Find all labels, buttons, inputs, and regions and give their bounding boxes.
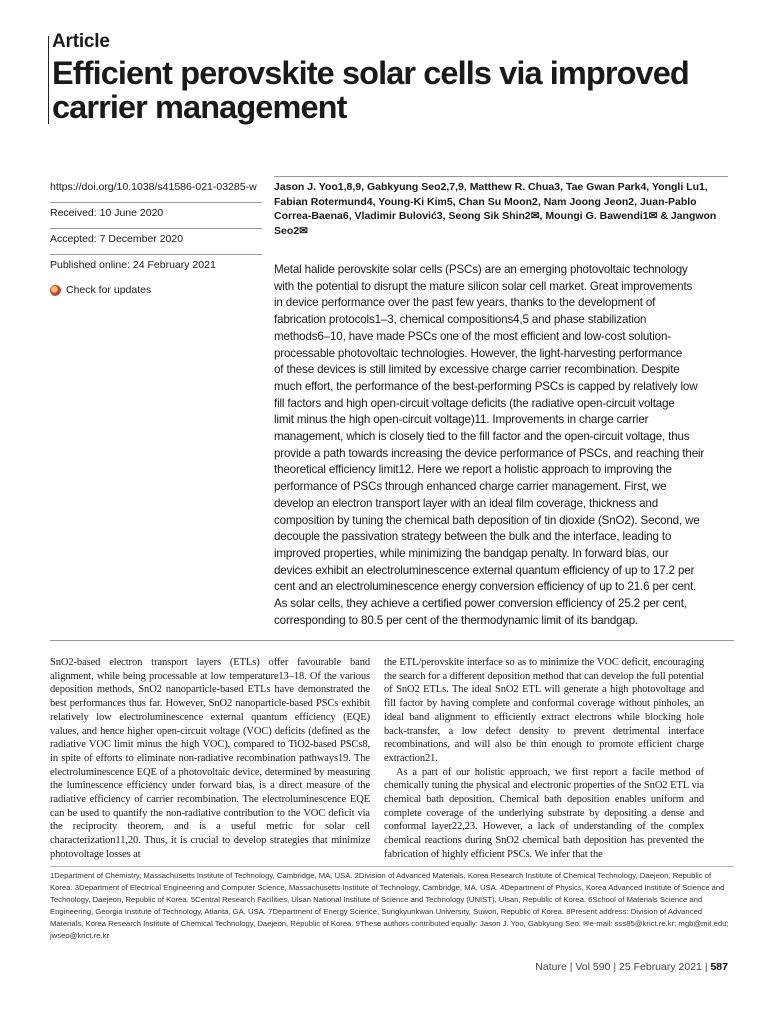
footer-separator: | [704,961,711,973]
accepted-date: Accepted: 7 December 2020 [50,229,262,255]
authors-top-rule [274,176,728,177]
body-paragraph: the ETL/perovskite interface so as to minimize the VOC deficit, encouraging the search for a different deposition method that can develop the full potential of SnO2 ETLs. The ideal SnO2 ETL will generate a high photovoltage and fill factor by having complete and conformal coverage without pinholes, an ideal band alignment to efficiently extract electrons while blocking hole back-transfer, a low defect density to prevent detrimental interface recombinations, and will also be thin enough to promote efficient charge extraction21. [384,657,704,764]
body-paragraph: As a part of our holistic approach, we first report a facile method of chemically tuning the physical and electronic properties of the SnO2 ETL via chemical bath deposition. Chemical bath deposition enables uniform and complete coverage of the underlying substrate by depositing a dense and conformal layer22,23. However, a lack of understanding of the complex chemical reactions during SnO2 chemical bath deposition has prevented the fabrication of highly efficient PSCs. We infer that the [384,766,704,860]
abstract-line: of these devices is still limited by excessive charge carrier recombination. Despite [274,363,680,377]
abstract-line: with the potential to disrupt the mature silicon solar cell market. Great improvements [274,279,693,293]
page-number: 587 [710,961,728,973]
page-footer [535,961,728,973]
abstract-line: in device performance over the past few years, thanks to the development of [274,296,656,310]
article-type-label: Article [52,31,110,52]
abstract-line: improved properties, while minimizing the bandgap penalty. In forward bias, our [274,546,669,560]
article-metadata [50,180,262,296]
body-column-left [50,656,370,862]
abstract-line: fill factors and high open-circuit voltage deficits (the radiative open-circuit voltage [274,396,675,410]
abstract-line: limit minus the high open-circuit voltage)11. Improvements in charge carrier [274,413,649,427]
abstract-divider [50,640,734,641]
check-for-updates-button[interactable] [50,284,262,296]
footnote-divider [50,866,734,867]
footer-separator: | [613,961,619,973]
published-date: Published online: 24 February 2021 [50,259,216,271]
journal-volume: Vol 590 [575,961,611,973]
abstract-line: fabrication protocols1–3, chemical compositions4,5 and phase stabilization [274,313,647,327]
abstract-line: develop an electron transport layer with an ideal film coverage, thickness and [274,496,658,510]
abstract [274,262,744,629]
abstract-line: corresponding to 80.5 per cent of the thermodynamic limit of its bandgap. [274,613,639,627]
body-paragraph: SnO2-based electron transport layers (ETLs) offer favourable band alignment, while being processable at low temperature13–18. Of the various deposition methods, SnO2 nanoparticle-based ETLs have demonstrated the best performances thus far. However, SnO2 nanoparticle-based PSCs exhibit relatively low electroluminescence external quantum efficiency (EQE) values, and hence higher open-circuit voltage (VOC) deficits (defined as the radiative VOC limit minus the high VOC), compared to TiO2-based PSCs8, in spite of efforts to eliminate non-radiative recombination pathways19. The electroluminescence EQE of a photovoltaic device, determined by measuring the luminescence efficiency under forward bias, is a direct measure of the radiative efficiency of carrier recombination. The electroluminescence EQE can be used to quantify the non-radiative contribution to the VOC deficit via the reciprocity theorem, and is a useful metric for solar cell characterization11,20. Thus, it is crucial to develop strategies that minimize photovoltage losses at [50,657,370,860]
abstract-line: much effort, the performance of the best-performing PSCs is capped by relatively low [274,379,698,393]
journal-name: Nature [535,961,567,973]
title-line-1: Efficient perovskite solar cells via improved [52,55,689,91]
affiliations-footnote: 1Department of Chemistry, Massachusetts Institute of Technology, Cambridge, MA, USA. 2Division of Advanced Materials, Korea Research Institute of Chemical Technology, Daejeon, Republic of Korea. 3Department of Electrical Engineering and Computer Science, Massachusetts Institute of Technology, Cambridge, MA, USA. 4Department of Physics, Korea Advanced Institute of Science and Technology, Daejeon, Republic of Korea. 5Central Research Facilities, Ulsan National Institute of Science and Technology (UNIST), Ulsan, Republic of Korea. 6School of Materials Science and Engineering, Georgia Institute of Technology, Atlanta, GA, USA. 7Department of Energy Science, Sungkyunkwan University, Suwon, Republic of Korea. 8Present address: Division of Advanced Materials, Korea Research Institute of Chemical Technology, Daejeon, Republic of Korea. 9These authors contributed equally: Jason J. Yoo, Gabkyung Seo. ✉e-mail: sss85@krict.re.kr; mgb@mit.edu; jwseo@krict.re.kr [50,871,729,940]
abstract-line: Metal halide perovskite solar cells (PSCs) are an emerging photovoltaic technology [274,263,688,276]
doi-link[interactable]: https://doi.org/10.1038/s41586-021-03285-w [50,180,262,203]
abstract-line: composition by tuning the chemical bath deposition of tin dioxide (SnO2). Second, we [274,513,700,527]
abstract-line: processable photovoltaic technologies. However, the light-harvesting performance [274,346,683,360]
title-line-2: carrier management [52,89,347,125]
abstract-line: provide a path towards increasing the device performance of PSCs, and reaching their [274,446,705,460]
title-rule [48,36,49,124]
footer-separator: | [569,961,576,973]
abstract-line: cent and an electroluminescence energy conversion efficiency of up to 21.6 per cent. [274,580,697,594]
article-title [52,56,742,124]
abstract-line: decouple the passivation strategy between the bulk and the interface, leading to [274,530,672,544]
body-column-right [384,656,704,862]
issue-date: 25 February 2021 [619,961,702,973]
author-list: Jason J. Yoo1,8,9, Gabkyung Seo2,7,9, Matthew R. Chua3, Tae Gwan Park4, Yongli Lu1, Fabian Rotermund4, Young-Ki Kim5, Chan Su Moon2, Nam Joong Jeon2, Juan-Pablo Correa-Baena6, Vladimir Bulović3, Seong Sik Shin2✉, Moungi G. Bawendi1✉ & Jangwon Seo2✉ [274,181,717,237]
abstract-line: theoretical efficiency limit12. Here we report a holistic approach to improving the [274,463,672,477]
check-for-updates-label: Check for updates [66,284,152,296]
abstract-line: methods6–10, have made PSCs one of the most efficient and low-cost solution- [274,329,671,343]
abstract-line: As solar cells, they achieve a certified power conversion efficiency of 25.2 per cent, [274,597,687,611]
abstract-line: management, which is closely tied to the fill factor and the open-circuit voltage, thus [274,430,690,444]
check-for-updates-icon [50,285,61,296]
abstract-line: devices exhibit an electroluminescence external quantum efficiency of up to 17.2 per [274,563,695,577]
received-date: Received: 10 June 2020 [50,203,262,229]
abstract-line: performance of PSCs through enhanced charge carrier management. First, we [274,480,667,494]
